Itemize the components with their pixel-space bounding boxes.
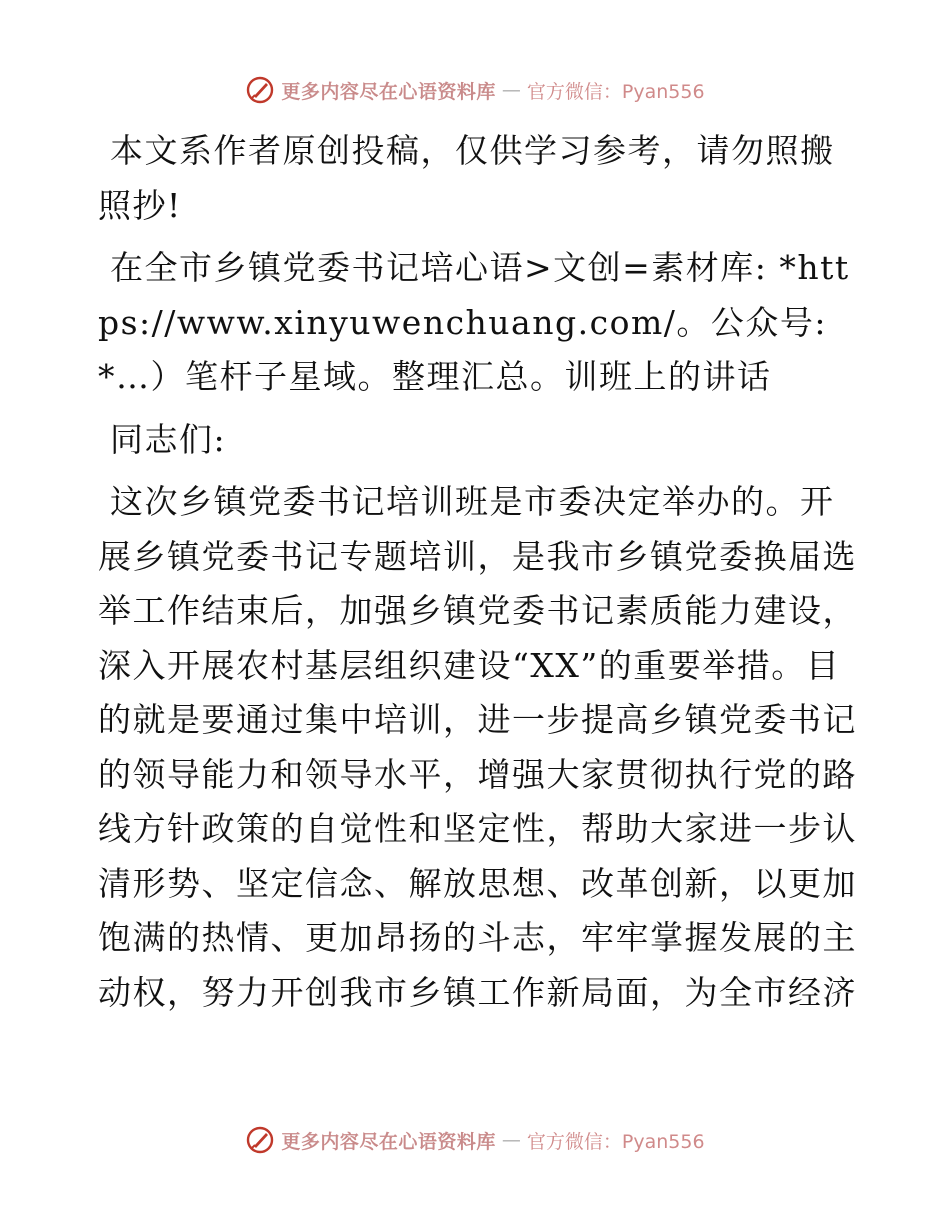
quill-circle-icon bbox=[245, 75, 275, 105]
salutation: 同志们: bbox=[110, 419, 227, 459]
title-paragraph: 在全市乡镇党委书记培心语>文创=素材库: *https://www.xinyuwenchuang.com/。公众号: *…）笔杆子星域。整理汇总。训班上的讲话 bbox=[98, 248, 850, 396]
watermark-content bbox=[245, 75, 704, 105]
watermark-separator: — bbox=[501, 79, 521, 101]
footer-watermark bbox=[0, 1120, 950, 1160]
header-watermark bbox=[0, 70, 950, 110]
body-paragraph: 这次乡镇党委书记培训班是市委决定举办的。开展乡镇党委书记专题培训，是我市乡镇党委换届选举工作结束后，加强乡镇党委书记素质能力建设，深入开展农村基层组织建设“XX”的重要举措。目的就是要通过集中培训，进一步提高乡镇党委书记的领导能力和领导水平，增强大家贯彻执行党的路线方针政策的自觉性和坚定性，帮助大家进一步认清形势、坚定信念、解放思想、改革创新，以更加饱满的热情、更加昂扬的斗志，牢牢掌握发展的主动权，努力开创我市乡镇工作新局面，为全市经济 bbox=[98, 482, 857, 1012]
document-body bbox=[98, 124, 858, 1028]
copyright-notice: 本文系作者原创投稿，仅供学习参考，请勿照搬照抄! bbox=[98, 131, 835, 225]
quill-circle-icon bbox=[245, 1125, 275, 1155]
watermark-contact: 官方微信：Pyan556 bbox=[526, 80, 705, 103]
watermark-contact: 官方微信：Pyan556 bbox=[526, 1130, 705, 1153]
watermark-brand: 更多内容尽在心语资料库 bbox=[281, 80, 496, 103]
watermark-separator: — bbox=[501, 1129, 521, 1151]
watermark-content bbox=[245, 1125, 704, 1155]
watermark-brand: 更多内容尽在心语资料库 bbox=[281, 1130, 496, 1153]
